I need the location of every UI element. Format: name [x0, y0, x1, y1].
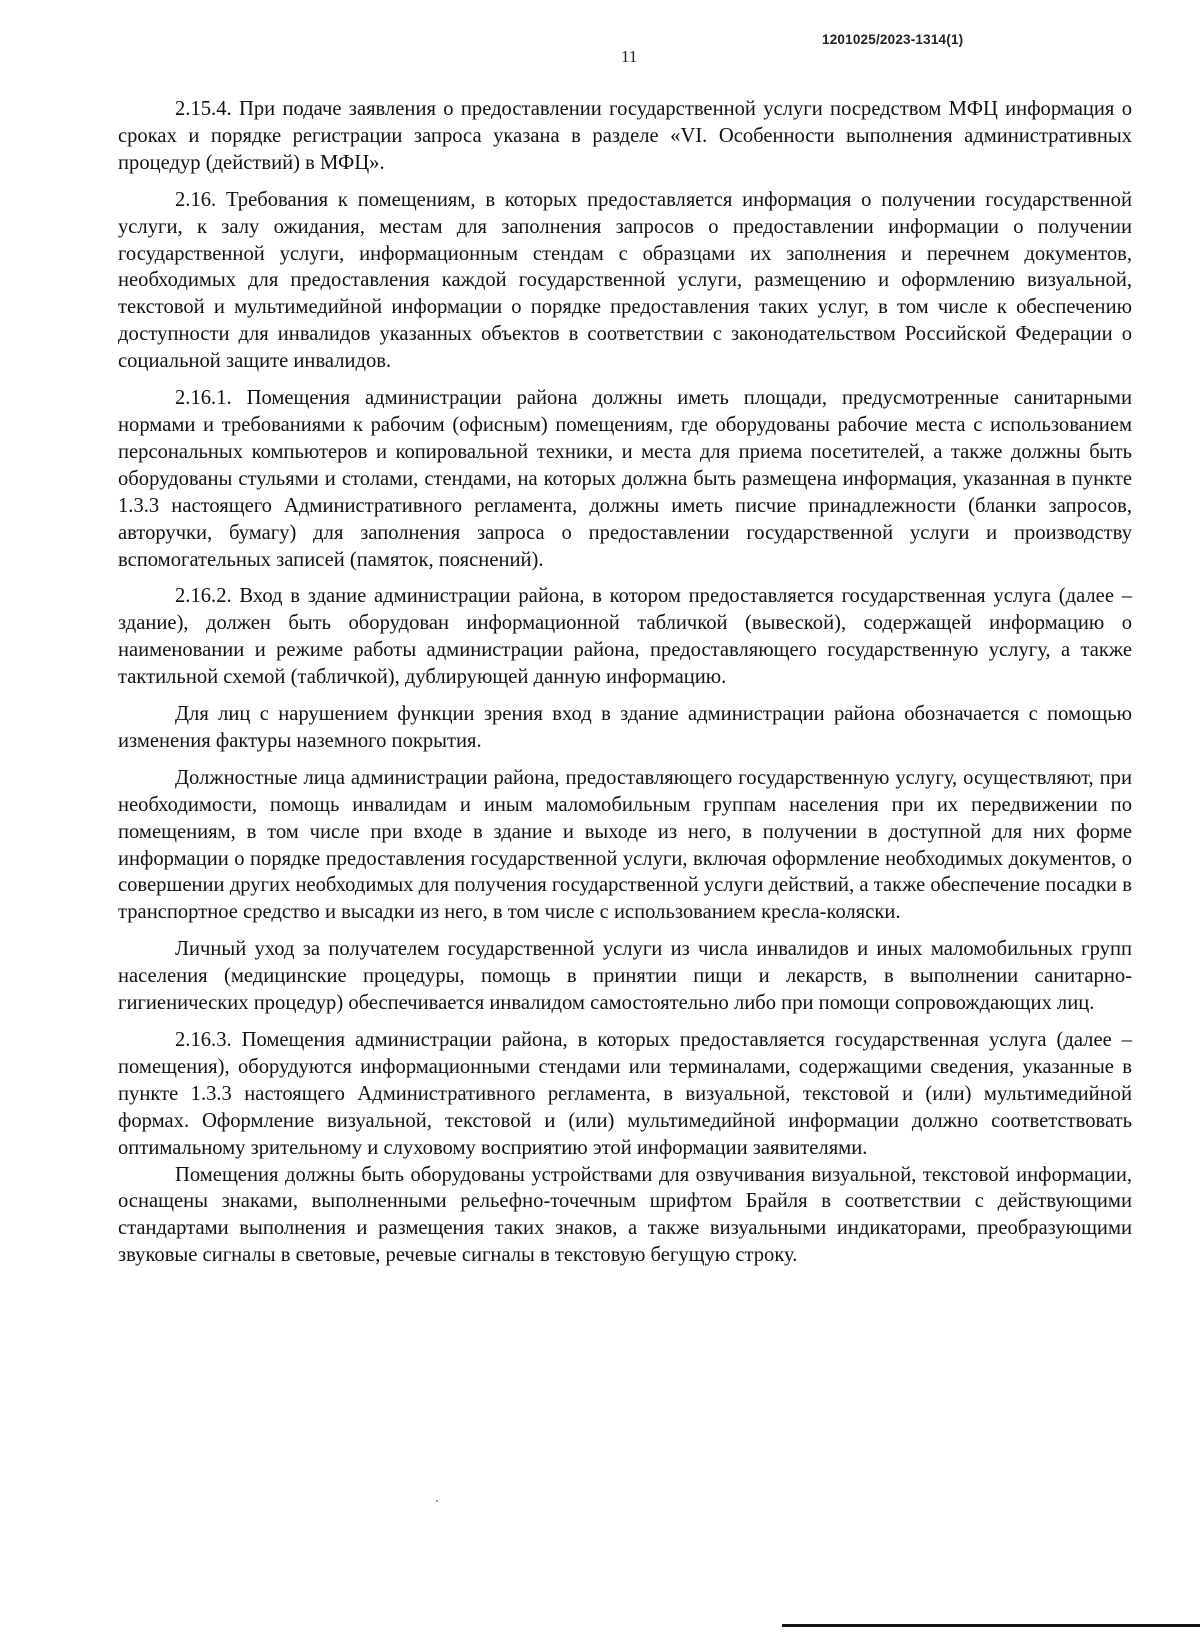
bottom-rule-line [782, 1624, 1200, 1627]
scan-dot-mark [436, 1500, 438, 1502]
paragraph-premises-equipment: Помещения должны быть оборудованы устройствами для озвучивания визуальной, текстовой информации, оснащены знаками, выполненными рельефно-точечным шрифтом Брайля в соответствии с действующими стандартами выполнения и размещения таких знаков, а также визуальными индикаторами, преобразующими звуковые сигналы в световые, речевые сигналы в текстовую бегущую строку. [118, 1163, 1132, 1267]
paragraph-2-16-1: 2.16.1. Помещения администрации района должны иметь площади, предусмотренные санитарными нормами и требованиями к рабочим (офисным) помещениям, где оборудованы рабочие места с использованием персональных компьютеров и копировальной техники, и места для приема посетителей, а также должны быть оборудованы стульями и столами, стендами, на которых должна быть размещена информация, указанная в пункте 1.3.3 настоящего Административного регламента, должны иметь писчие принадлежности (бланки запросов, авторучки, бумагу) для заполнения запроса о предоставлении государственной услуги и производству вспомогательных записей (памяток, пояснений). [118, 387, 1132, 571]
paragraph-2-16-3: 2.16.3. Помещения администрации района, в которых предоставляется государственная услуга (далее – помещения), оборудуются информационными стендами или терминалами, содержащими сведения, указанные в пункте 1.3.3 настоящего Административного регламента, в визуальной, текстовой и (или) мультимедийной формах. Оформление визуальной, текстовой и (или) мультимедийной информации должно соответствовать оптимальному зрительному и слуховому восприятию этой информации заявителями. [118, 1029, 1132, 1159]
paragraph-2-15-4: 2.15.4. При подаче заявления о предоставлении государственной услуги посредством МФЦ информация о сроках и порядке регистрации запроса указана в разделе «VI. Особенности выполнения административных процедур (действий) в МФЦ». [118, 98, 1132, 174]
document-registration-number: 1201025/2023-1314(1) [822, 32, 964, 47]
page-number: 11 [621, 47, 638, 66]
paragraph-2-16-2: 2.16.2. Вход в здание администрации района, в котором предоставляется государственная услуга (далее – здание), должен быть оборудован информационной табличкой (вывеской), содержащей информацию о наименовании и режиме работы администрации района, предоставляющего государственную услугу, а также тактильной схемой (табличкой), дублирующей данную информацию. [118, 585, 1132, 689]
paragraph-officials-assistance: Должностные лица администрации района, предоставляющего государственную услугу, осуществляют, при необходимости, помощь инвалидам и иным маломобильным группам населения при их передвижении по помещениям, в том числе при входе в здание и выходе из него, в получении в доступной для них форме информации о порядке предоставления государственной услуги, включая оформление необходимых документов, о совершении других необходимых для получения государственной услуги действий, а также обеспечение посадки в транспортное средство и высадки из него, в том числе с использованием кресла-коляски. [118, 766, 1132, 924]
document-body [118, 96, 1132, 1279]
paragraph-personal-care: Личный уход за получателем государственной услуги из числа инвалидов и иных маломобильных групп населения (медицинские процедуры, помощь в принятии пищи и лекарств, в выполнении санитарно-гигиенических процедур) обеспечивается инвалидом самостоятельно либо при помощи сопровождающих лиц. [118, 938, 1132, 1015]
paragraph-2-16: 2.16. Требования к помещениям, в которых предоставляется информация о получении государственной услуги, к залу ожидания, местам для заполнения запросов о предоставлении информации о получении государственной услуги, информационным стендам с образцами их заполнения и перечнем документов, необходимых для предоставления каждой государственной услуги, размещению и оформлению визуальной, текстовой и мультимедийной информации о порядке предоставления таких услуг, в том числе к обеспечению доступности для инвалидов указанных объектов в соответствии с законодательством Российской Федерации о социальной защите инвалидов. [118, 188, 1132, 373]
paragraph-vision-impaired-entrance: Для лиц с нарушением функции зрения вход в здание администрации района обозначается с помощью изменения фактуры наземного покрытия. [118, 703, 1132, 752]
